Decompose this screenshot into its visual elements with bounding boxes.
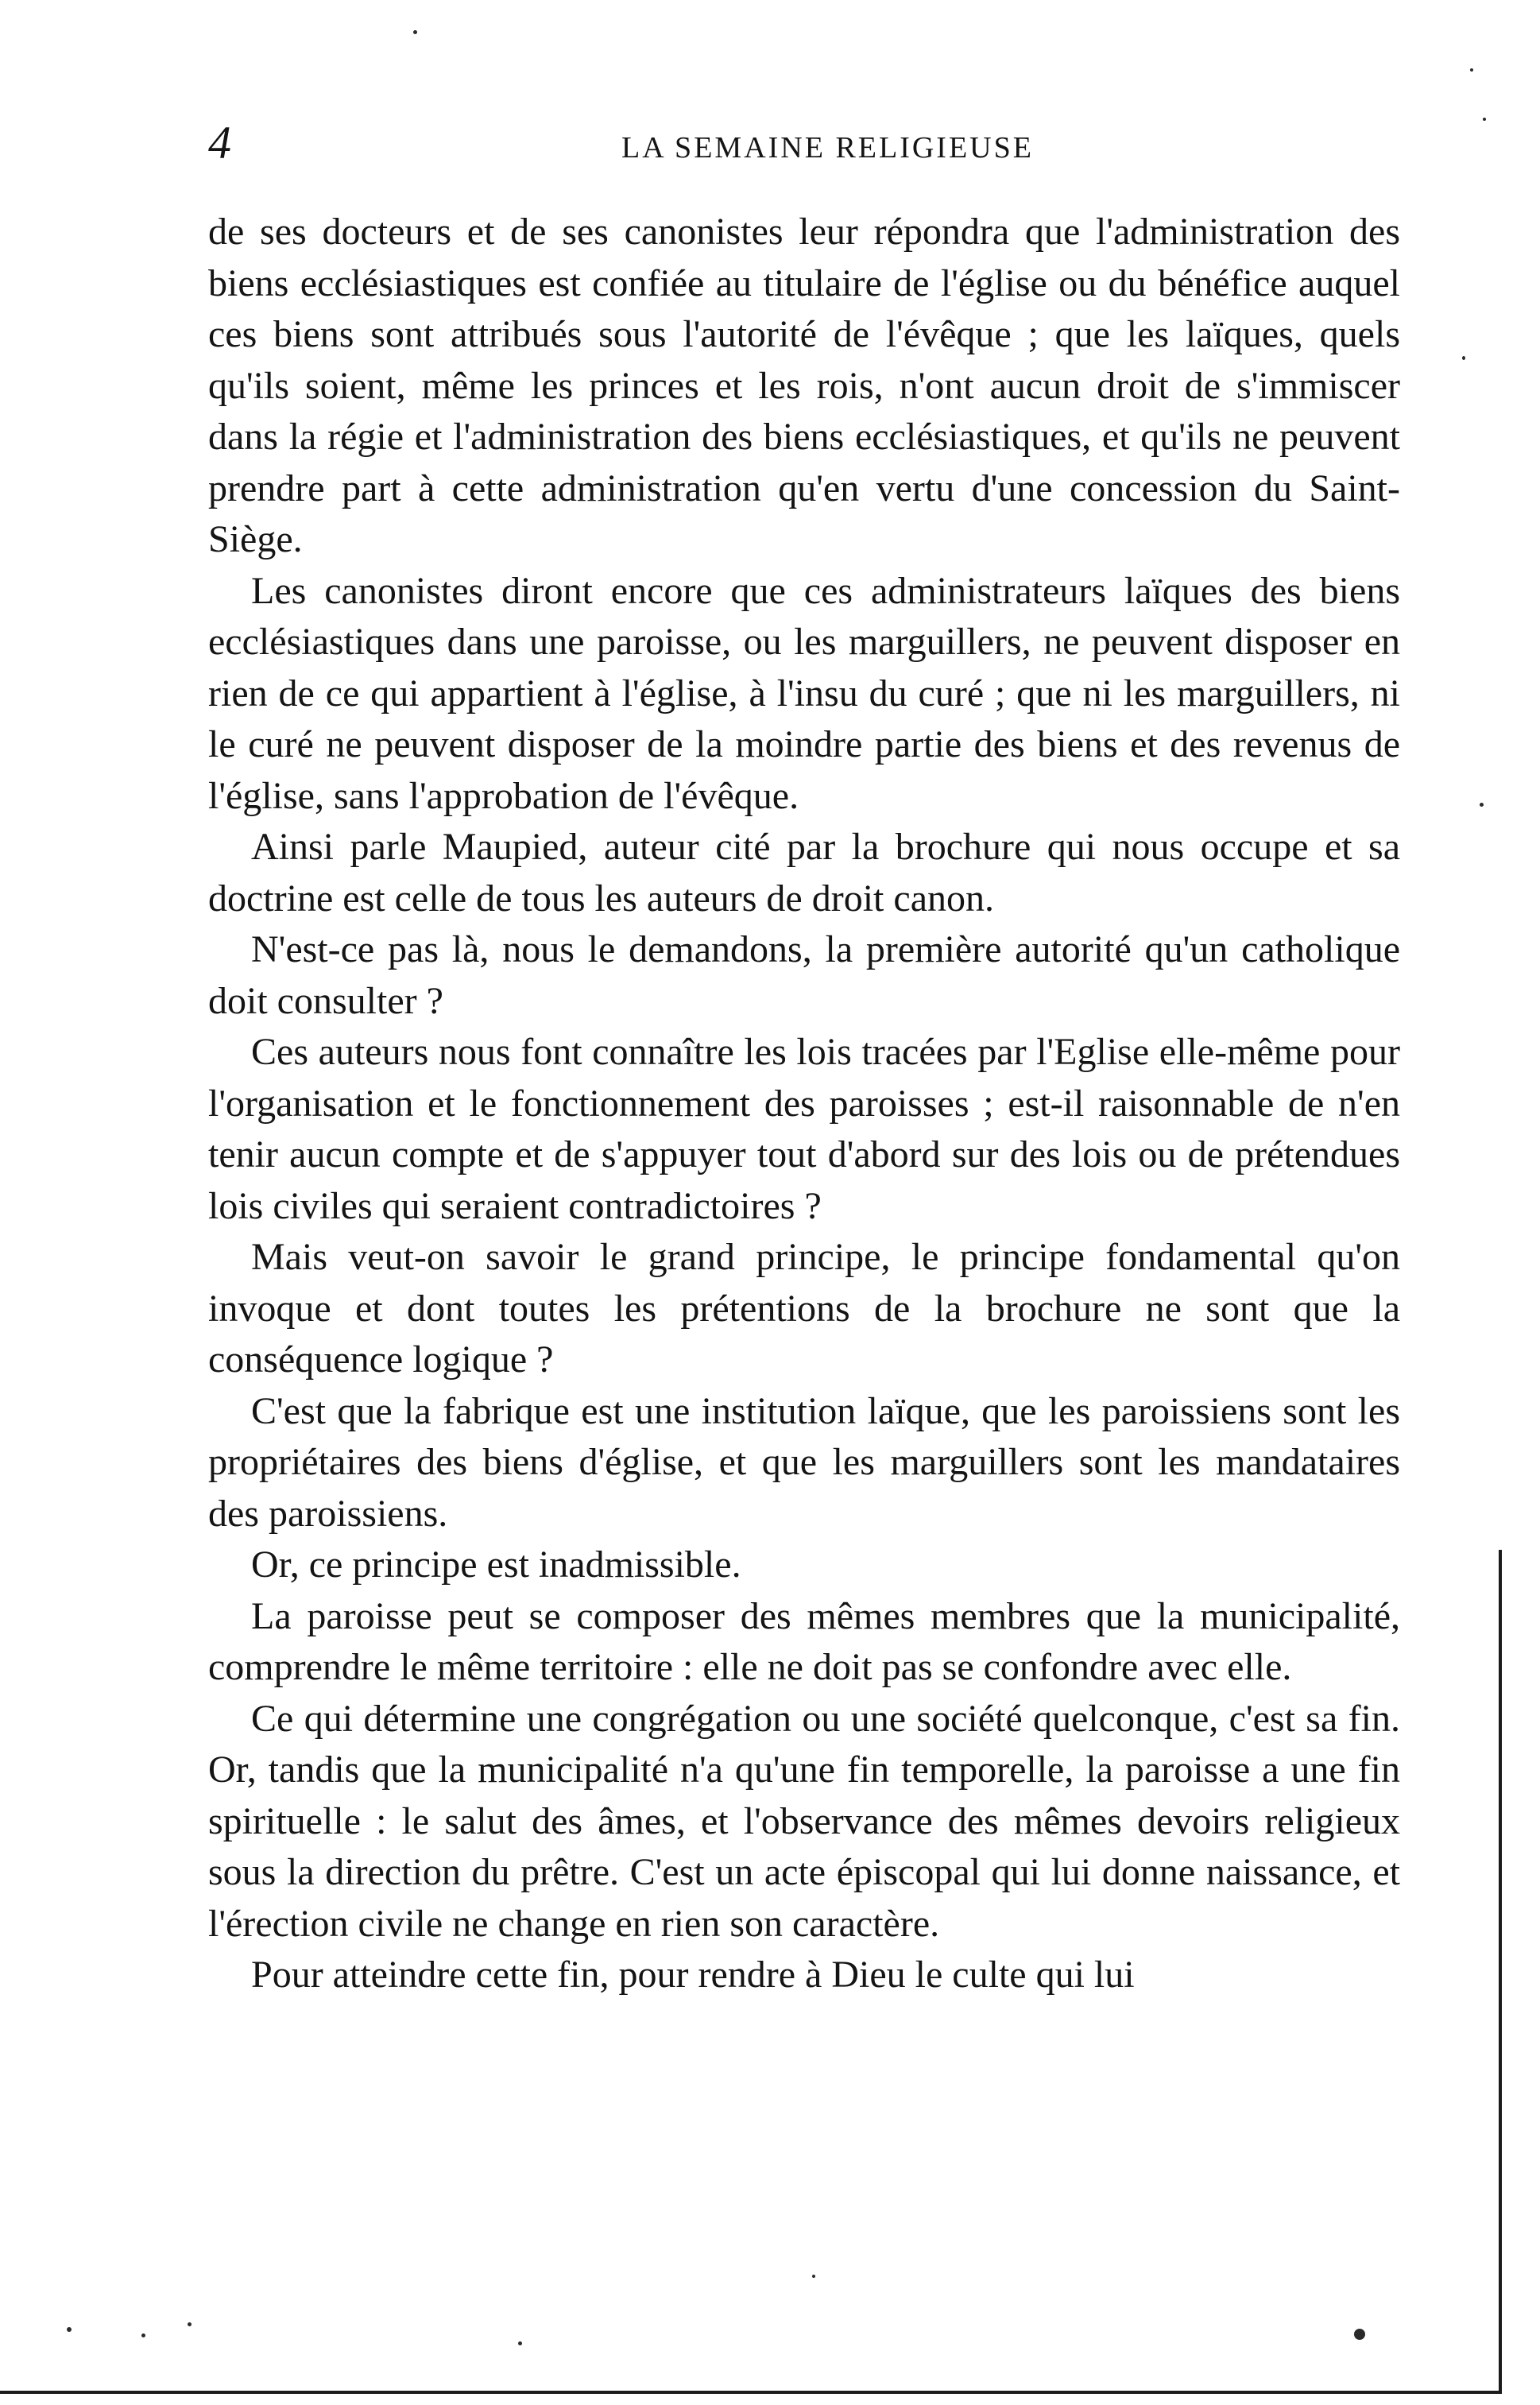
paragraph: Ainsi parle Maupied, auteur cité par la brochure qui nous occupe et sa doctrine est celle de tous les auteurs de droit canon. (208, 826, 1400, 920)
page-edge-rule-vertical (1499, 1550, 1502, 2392)
print-speck (67, 2327, 72, 2332)
paragraph: Mais veut-on savoir le grand principe, le principe fondamental qu'on invoque et dont toutes les prétentions de la brochure ne sont que la conséquence logique ? (208, 1236, 1400, 1381)
print-speck (188, 2322, 192, 2326)
body-text (208, 207, 1400, 2001)
print-speck (1470, 68, 1473, 72)
paragraph: Ce qui détermine une congrégation ou une société quelconque, c'est sa fin. Or, tandis que la municipalité n'a qu'une fin temporelle, la paroisse a une fin spirituelle : le salut des âmes, et l'observance des mêmes devoirs religieux sous la direction du prêtre. C'est un acte épiscopal qui lui donne naissance, et l'érection civile ne change en rien son caractère. (208, 1697, 1400, 1945)
page-edge-rule-horizontal (0, 2391, 1502, 2394)
page-header (208, 119, 1416, 175)
paragraph: C'est que la fabrique est une institution laïque, que les paroissiens sont les propriétaires des biens d'église, et que les marguillers sont les mandataires des paroissiens. (208, 1389, 1400, 1535)
paragraph: de ses docteurs et de ses canonistes leur répondra que l'administration des biens ecclésiastiques est confiée au titulaire de l'église ou du bénéfice auquel ces biens sont attribués sous l'autorité de l'évêque ; que les laïques, quels qu'ils soient, même les princes et les rois, n'ont aucun droit de s'immiscer dans la régie et l'administration des biens ecclésiastiques, et qu'ils ne peuvent prendre part à cette administration qu'en vertu d'une concession du Saint-Siège. (208, 211, 1400, 560)
paragraph: Ces auteurs nous font connaître les lois tracées par l'Eglise elle-même pour l'organisation et le fonctionnement des paroisses ; est-il raisonnable de n'en tenir aucun compte et de s'appuyer tout d'abord sur des lois ou de prétendues lois civiles qui seraient contradictoires ? (208, 1031, 1400, 1227)
print-speck (1354, 2329, 1365, 2340)
paragraph: Les canonistes diront encore que ces administrateurs laïques des biens ecclésiastiques dans une paroisse, ou les marguillers, ne peuvent disposer en rien de ce qui appartient à l'église, à l'insu du curé ; que ni les marguillers, ni le curé ne peuvent disposer de la moindre partie des biens et des revenus de l'église, sans l'approbation de l'évêque. (208, 569, 1400, 817)
print-speck (1480, 803, 1484, 807)
page-number: 4 (208, 117, 231, 168)
print-speck (518, 2341, 522, 2345)
print-speck (1462, 356, 1465, 360)
print-speck (812, 2275, 815, 2278)
running-head: LA SEMAINE RELIGIEUSE (621, 131, 1034, 165)
print-speck (141, 2333, 145, 2337)
paragraph: La paroisse peut se composer des mêmes membres que la municipalité, comprendre le même territoire : elle ne doit pas se confondre avec elle. (208, 1594, 1400, 1688)
paragraph: Pour atteindre cette fin, pour rendre à Dieu le culte qui lui (251, 1954, 1135, 1996)
paragraph: Or, ce principe est inadmissible. (251, 1543, 741, 1586)
print-speck (1483, 118, 1486, 121)
print-speck (413, 30, 417, 34)
paragraph: N'est-ce pas là, nous le demandons, la première autorité qu'un catholique doit consulter ? (208, 928, 1400, 1022)
